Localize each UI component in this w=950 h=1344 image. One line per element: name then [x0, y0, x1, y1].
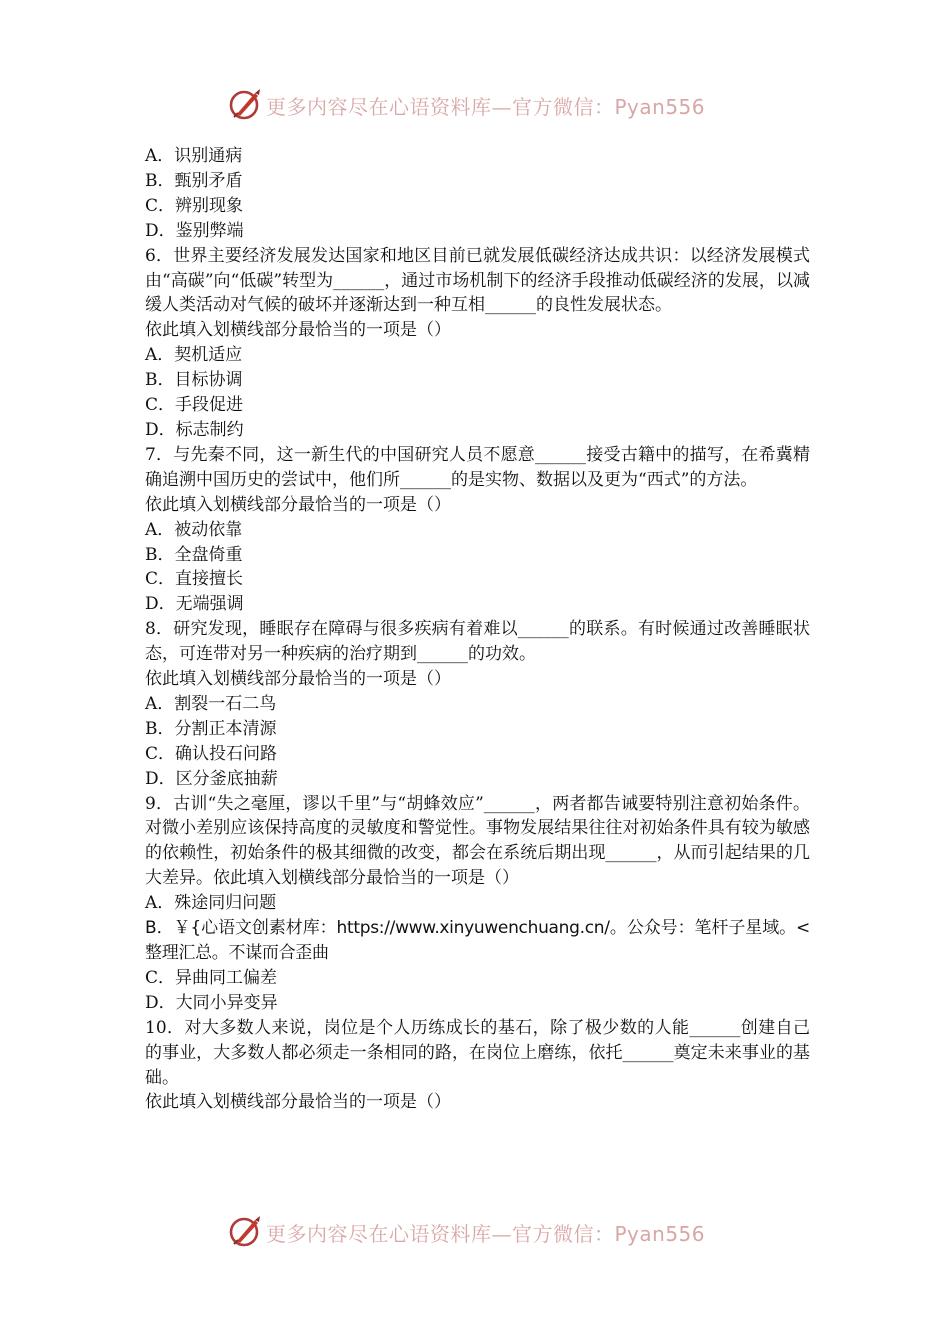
question-7: 7．与先秦不同，这一新生代的中国研究人员不愿意______接受古籍中的描写，在希冀精确追溯中国历史的尝试中，他们所______的是实物、数据以及更为“西式”的方法。: [145, 444, 810, 490]
option-line: A．识别通病: [145, 146, 243, 166]
option-line: A．割裂一石二鸟: [145, 693, 277, 714]
wechat-account: Pyan556: [614, 95, 706, 119]
question-instruction: 依此填入划横线部分最恰当的一项是（）: [145, 320, 451, 341]
option-line: C．直接擅长: [145, 569, 244, 590]
option-line: B．目标协调: [145, 370, 243, 391]
option-line: C．手段促进: [145, 395, 244, 416]
option-line: D．标志制约: [145, 419, 244, 440]
option-line: B．甄别矛盾: [145, 170, 243, 191]
option-line: C．确认投石问路: [145, 743, 278, 764]
option-line: C．辨别现象: [145, 195, 244, 216]
quill-pen-logo-icon: [228, 1215, 262, 1249]
option-line: C．异曲同工偏差: [145, 967, 278, 988]
banner-text: 更多内容尽在心语资料库—官方微信：Pyan556: [266, 95, 706, 119]
wechat-account: Pyan556: [614, 1222, 706, 1246]
question-10: 10．对大多数人来说，岗位是个人历练成长的基石，除了极少数的人能______创建自己的事业，大多数人都必须走一条相同的路，在岗位上磨练，依托______奠定未来事业的基础。: [145, 1017, 810, 1088]
question-9: 9．古训“失之毫厘，谬以千里”与“胡蜂效应”______，两者都告诫要特别注意初始条件。对微小差别应该保持高度的灵敏度和警觉性。事物发展结果往往对初始条件具有较为敏感的依赖性，初始条件的极其细微的改变，都会在系统后期出现______，从而引起结果的几大差异。依此填入划横线部分最恰当的一项是（）: [145, 793, 810, 889]
quill-pen-logo-icon: [228, 88, 262, 122]
banner-text: 更多内容尽在心语资料库—官方微信：Pyan556: [266, 1222, 706, 1246]
question-6: 6．世界主要经济发展发达国家和地区目前已就发展低碳经济达成共识：以经济发展模式由“高碳”向“低碳”转型为______，通过市场机制下的经济手段推动低碳经济的发展，以减缓人类活动对气候的破坏并逐渐达到一种互相______的良性发展状态。: [145, 245, 810, 316]
option-line: B．分割正本清源: [145, 718, 277, 739]
option-line: A．被动依靠: [145, 519, 243, 540]
option-line: A．殊途同归问题: [145, 893, 277, 914]
document-body: [145, 144, 810, 1115]
question-8: 8．研究发现，睡眠存在障碍与很多疾病有着难以______的联系。有时候通过改善睡眠状态，可连带对另一种疾病的治疗期到______的功效。: [145, 619, 810, 665]
option-line: D．区分釜底抽薪: [145, 768, 278, 789]
question-instruction: 依此填入划横线部分最恰当的一项是（）: [145, 1092, 451, 1113]
question-instruction: 依此填入划横线部分最恰当的一项是（）: [145, 669, 451, 690]
footer-banner: [0, 1212, 950, 1252]
header-banner: [0, 85, 950, 125]
option-line: B．全盘倚重: [145, 544, 243, 565]
option-line: D．无端强调: [145, 594, 244, 615]
option-line: D．大同小异变异: [145, 992, 278, 1013]
option-line: D．鉴别弊端: [145, 220, 244, 241]
question-instruction: 依此填入划横线部分最恰当的一项是（）: [145, 494, 451, 515]
option-line: A．契机适应: [145, 345, 243, 366]
option-line-watermarked: B．￥{心语文创素材库：https://www.xinyuwenchuang.cn/。公众号：笔杆子星域。<整理汇总。不谋而合歪曲: [145, 918, 810, 963]
